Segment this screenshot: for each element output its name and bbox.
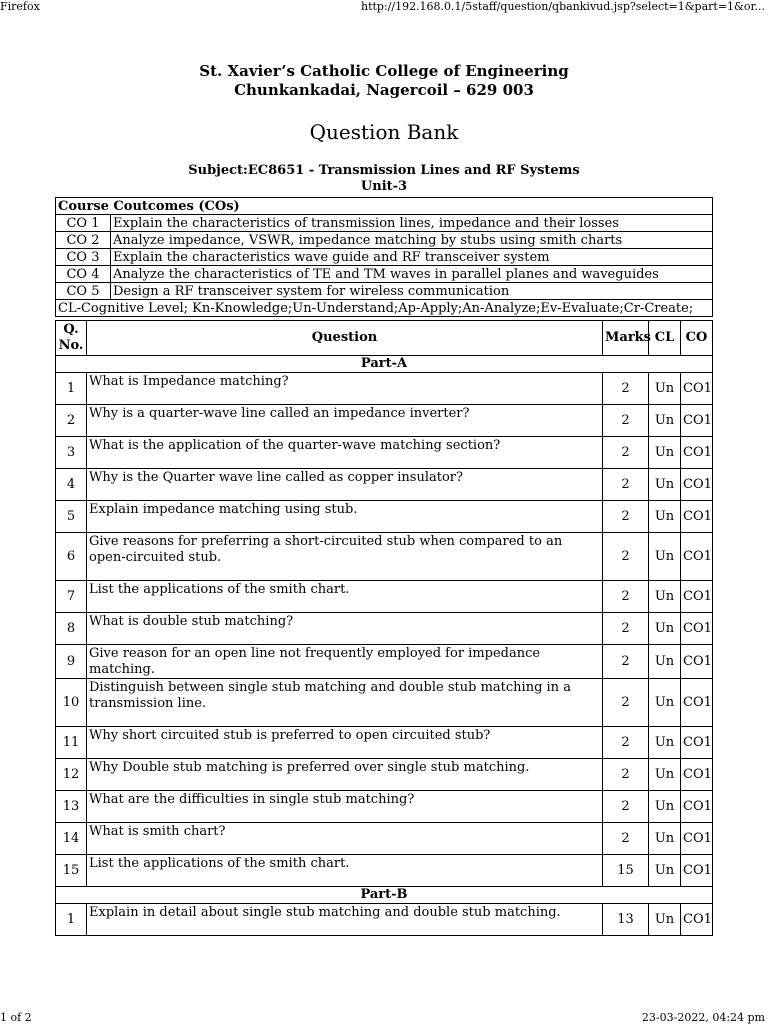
co-row (56, 215, 713, 232)
co-description: Explain the characteristics of transmission lines, impedance and their losses (111, 215, 713, 232)
question-marks: 2 (603, 581, 649, 613)
college-name: St. Xavier’s Catholic College of Engineering (199, 62, 569, 80)
question-number: 5 (56, 501, 87, 533)
question-cl: Un (649, 437, 681, 469)
header-qno: Q. No. (56, 321, 87, 356)
browser-app-name: Firefox (0, 0, 40, 13)
question-co: CO1 (681, 613, 713, 645)
question-text: What is smith chart? (87, 823, 603, 855)
question-co: CO1 (681, 904, 713, 936)
question-number: 1 (56, 373, 87, 405)
question-marks: 13 (603, 904, 649, 936)
question-number: 7 (56, 581, 87, 613)
question-co: CO1 (681, 373, 713, 405)
question-marks: 2 (603, 679, 649, 727)
question-number: 14 (56, 823, 87, 855)
question-number: 6 (56, 533, 87, 581)
question-cl: Un (649, 679, 681, 727)
question-co: CO1 (681, 791, 713, 823)
question-co: CO1 (681, 759, 713, 791)
question-cl: Un (649, 645, 681, 679)
question-marks: 2 (603, 759, 649, 791)
question-marks: 2 (603, 373, 649, 405)
question-row (56, 904, 713, 936)
part-b-heading: Part-B (56, 887, 713, 904)
co-description: Explain the characteristics wave guide and RF transceiver system (111, 249, 713, 266)
question-number: 10 (56, 679, 87, 727)
course-outcomes-table (55, 197, 713, 317)
question-number: 11 (56, 727, 87, 759)
question-cl: Un (649, 823, 681, 855)
question-text: What is double stub matching? (87, 613, 603, 645)
question-cl: Un (649, 613, 681, 645)
question-cl: Un (649, 904, 681, 936)
question-cl: Un (649, 855, 681, 887)
question-marks: 15 (603, 855, 649, 887)
page-url: http://192.168.0.1/5staff/question/qbankivud.jsp?select=1&part=1&or... (360, 0, 765, 13)
question-marks: 2 (603, 791, 649, 823)
question-row (56, 791, 713, 823)
co-code: CO 1 (56, 215, 111, 232)
unit-label: Unit-3 (360, 179, 408, 194)
question-text: Explain in detail about single stub matching and double stub matching. (87, 904, 603, 936)
question-row (56, 501, 713, 533)
co-row (56, 283, 713, 300)
question-number: 3 (56, 437, 87, 469)
question-text: Give reason for an open line not frequently employed for impedance matching. (87, 645, 603, 679)
co-code: CO 2 (56, 232, 111, 249)
question-cl: Un (649, 501, 681, 533)
question-cl: Un (649, 759, 681, 791)
subject-line: Subject:EC8651 - Transmission Lines and RF Systems (188, 163, 580, 178)
question-number: 12 (56, 759, 87, 791)
questions-table (55, 320, 713, 936)
co-description: Design a RF transceiver system for wireless communication (111, 283, 713, 300)
question-number: 1 (56, 904, 87, 936)
question-marks: 2 (603, 405, 649, 437)
questions-header-row (56, 321, 713, 356)
question-marks: 2 (603, 501, 649, 533)
question-cl: Un (649, 533, 681, 581)
question-text: Why short circuited stub is preferred to open circuited stub? (87, 727, 603, 759)
header-marks: Marks (603, 321, 649, 356)
cognitive-level-legend: CL-Cognitive Level; Kn-Knowledge;Un-Understand;Ap-Apply;An-Analyze;Ev-Evaluate;Cr-Create; (56, 300, 713, 317)
course-outcomes-heading: Course Coutcomes (COs) (56, 198, 713, 215)
question-cl: Un (649, 791, 681, 823)
question-text: List the applications of the smith chart. (87, 581, 603, 613)
question-row (56, 759, 713, 791)
co-code: CO 5 (56, 283, 111, 300)
co-row (56, 232, 713, 249)
question-text: Why Double stub matching is preferred over single stub matching. (87, 759, 603, 791)
question-row (56, 855, 713, 887)
question-co: CO1 (681, 727, 713, 759)
question-number: 2 (56, 405, 87, 437)
question-text: Give reasons for preferring a short-circuited stub when compared to an open-circuited stub. (87, 533, 603, 581)
co-row (56, 249, 713, 266)
header-cl: CL (649, 321, 681, 356)
question-number: 13 (56, 791, 87, 823)
question-number: 9 (56, 645, 87, 679)
question-marks: 2 (603, 469, 649, 501)
question-co: CO1 (681, 679, 713, 727)
question-co: CO1 (681, 855, 713, 887)
question-row (56, 679, 713, 727)
question-text: What is Impedance matching? (87, 373, 603, 405)
question-cl: Un (649, 727, 681, 759)
question-row (56, 645, 713, 679)
question-text: List the applications of the smith chart. (87, 855, 603, 887)
page-count: 1 of 2 (0, 1011, 32, 1024)
co-description: Analyze the characteristics of TE and TM waves in parallel planes and waveguides (111, 266, 713, 283)
question-text: Distinguish between single stub matching and double stub matching in a transmission line. (87, 679, 603, 727)
question-row (56, 613, 713, 645)
question-co: CO1 (681, 405, 713, 437)
question-co: CO1 (681, 437, 713, 469)
question-row (56, 823, 713, 855)
question-text: Why is the Quarter wave line called as copper insulator? (87, 469, 603, 501)
question-text: Why is a quarter-wave line called an impedance inverter? (87, 405, 603, 437)
print-timestamp: 23-03-2022, 04:24 pm (641, 1011, 765, 1024)
question-co: CO1 (681, 533, 713, 581)
question-number: 15 (56, 855, 87, 887)
question-text: What is the application of the quarter-wave matching section? (87, 437, 603, 469)
question-row (56, 533, 713, 581)
co-code: CO 3 (56, 249, 111, 266)
question-marks: 2 (603, 613, 649, 645)
college-address: Chunkankadai, Nagercoil – 629 003 (234, 81, 534, 99)
co-description: Analyze impedance, VSWR, impedance matching by stubs using smith charts (111, 232, 713, 249)
question-row (56, 405, 713, 437)
question-cl: Un (649, 469, 681, 501)
question-row (56, 581, 713, 613)
question-number: 4 (56, 469, 87, 501)
question-text: Explain impedance matching using stub. (87, 501, 603, 533)
part-a-heading: Part-A (56, 356, 713, 373)
question-marks: 2 (603, 533, 649, 581)
question-text: What are the difficulties in single stub matching? (87, 791, 603, 823)
question-co: CO1 (681, 581, 713, 613)
question-row (56, 727, 713, 759)
question-co: CO1 (681, 823, 713, 855)
question-row (56, 469, 713, 501)
question-marks: 2 (603, 823, 649, 855)
question-marks: 2 (603, 727, 649, 759)
college-header (0, 62, 768, 100)
header-question: Question (87, 321, 603, 356)
question-row (56, 373, 713, 405)
question-cl: Un (649, 373, 681, 405)
co-row (56, 266, 713, 283)
header-co: CO (681, 321, 713, 356)
question-marks: 2 (603, 437, 649, 469)
page-title: Question Bank (309, 120, 459, 144)
question-co: CO1 (681, 645, 713, 679)
question-row (56, 437, 713, 469)
co-code: CO 4 (56, 266, 111, 283)
question-number: 8 (56, 613, 87, 645)
question-co: CO1 (681, 469, 713, 501)
subject-block (0, 163, 768, 195)
question-cl: Un (649, 405, 681, 437)
question-co: CO1 (681, 501, 713, 533)
question-cl: Un (649, 581, 681, 613)
question-marks: 2 (603, 645, 649, 679)
